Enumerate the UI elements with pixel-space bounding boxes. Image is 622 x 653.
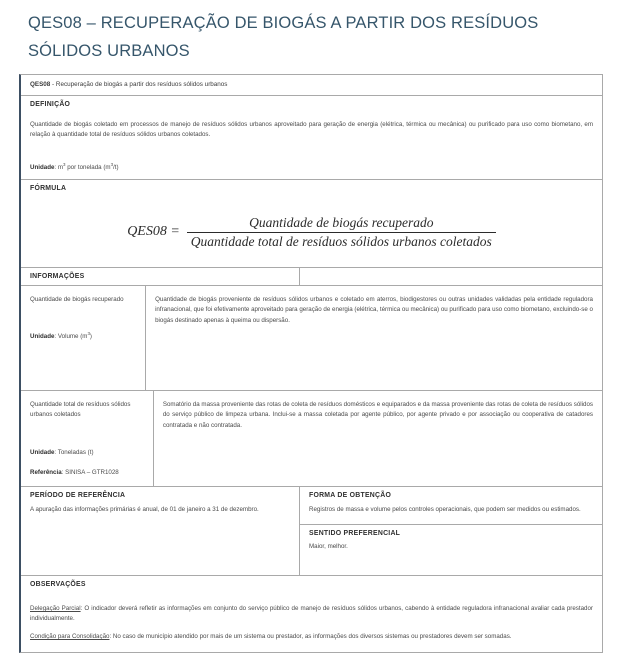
formula-numerator: Quantidade de biogás recuperado (249, 214, 434, 230)
informacoes-variable-name: Quantidade de biogás recuperado (30, 296, 124, 304)
breadcrumb-code: QES08 (30, 81, 51, 88)
informacoes-header-left (21, 268, 300, 286)
page-title: QES08 – RECUPERAÇÃO DE BIOGÁS A PARTIR DOS RESÍDUOS SÓLIDOS URBANOS (28, 14, 539, 61)
definicao-body (21, 120, 602, 172)
informacoes-row-cols (21, 286, 602, 390)
sentido-preferencial-section (300, 525, 602, 562)
formula-denominator: Quantidade total de resíduos sólidos urbanos coletados (190, 233, 492, 249)
informacoes-variable-block (21, 286, 145, 384)
informacoes-variable-unit (30, 448, 144, 457)
observacao-term: Condição para Consolidação (30, 633, 110, 641)
definicao-unit (30, 163, 593, 172)
informacoes-variable-reference-label: Referência (30, 468, 62, 476)
forma-obtencao-section (300, 487, 602, 525)
informacoes-header-right (300, 268, 602, 286)
periodo-referencia-section (21, 487, 300, 575)
sentido-preferencial-text: Maior, melhor. (309, 543, 348, 551)
informacoes-variable-unit-value: : Volume $(m^3)$ (54, 331, 92, 341)
forma-obtencao-text: Registros de massa e volume pelos controles operacionais, que podem ser medidos ou estimados. (309, 505, 581, 513)
observacao-term: Delegação Parcial (30, 605, 81, 613)
informacoes-header-row (21, 268, 602, 287)
informacoes-variable-unit-value: : Toneladas (t) (54, 448, 94, 456)
sentido-preferencial-heading: SENTIDO PREFERENCIAL (309, 529, 401, 537)
indicator-table (19, 74, 603, 653)
informacoes-row-right (154, 391, 602, 486)
informacoes-variable-name: Quantidade total de resíduos sólidos urbanos coletados (30, 401, 131, 419)
definicao-section (21, 96, 602, 180)
observacao-text: : No caso de município atendido por mais de um sistema ou prestador, as informações dos diversos sistemas ou prestadores devem ser somadas. (109, 633, 512, 641)
periodo-referencia-heading: PERÍODO DE REFERÊNCIA (30, 492, 126, 500)
informacoes-variable-block (21, 391, 153, 486)
breadcrumb-name: Recuperação de biogás a partir dos resíduos sólidos urbanos (55, 81, 228, 88)
formula-lhs: QES08 = (127, 224, 180, 240)
definicao-unit-value: : $m^3$ por tonelada $(m^3/t)$ (54, 161, 119, 171)
informacoes-header-right-blank (300, 268, 602, 286)
definicao-text: Quantidade de biogás coletado em processos de manejo de resíduos sólidos urbanos aproveitado para geração de energia (elétrica, térmica ou mecânica) ou purificado para uso como biometano, em relação à quantidade total de resíduos sólidos urbanos coletados. (30, 120, 593, 138)
observacoes-section (21, 576, 602, 652)
formula-expression (127, 215, 496, 250)
definicao-unit-label: Unidade (30, 163, 55, 171)
observacoes-body (21, 593, 602, 651)
informacoes-variable-reference-value: : SINISA – GTR1028 (61, 468, 119, 476)
breadcrumb (21, 75, 602, 95)
definicao-heading: DEFINIÇÃO (30, 101, 71, 109)
sentido-preferencial-body (300, 542, 602, 561)
formula-section (21, 180, 602, 268)
informacoes-variable-description: Quantidade de biogás proveniente de resíduos sólidos urbanos e coletado em aterros, biodigestores ou outras unidades validadas pela entidade reguladora infranacional, que foi efetivamente aproveitado para geração de energia (elétrica, térmica ou mecânica) ou purificado para uso como biometano, excluindo-se o biogás destinado apenas à queima ou dispersão. (155, 296, 593, 324)
informacoes-description-block (146, 286, 602, 334)
informacoes-variable-unit (30, 332, 136, 341)
informacoes-variable-reference (30, 468, 144, 477)
informacoes-description-block (154, 391, 602, 439)
forma-obtencao-body (300, 505, 602, 524)
informacoes-row-right (146, 286, 602, 390)
breadcrumb-separator: - (50, 81, 56, 88)
informacoes-variable-unit-label: Unidade (30, 333, 55, 341)
informacoes-row-cols (21, 391, 602, 486)
observacao-text: : O indicador deverá refletir as informações em conjunto do serviço público de manejo de resíduos sólidos urbanos, cabendo à entidade reguladora infranacional avaliar cada prestador individualmente. (30, 605, 593, 623)
formula-fraction (187, 215, 496, 250)
informacoes-row (21, 286, 602, 391)
periodo-forma-row (21, 487, 602, 576)
informacoes-variable-description: Somatório da massa proveniente das rotas de coleta de resíduos domésticos e equiparados e da massa proveniente das rotas de coleta de resíduos sólidos do serviço público de limpeza urbana. Inclui-se a massa coletada por agente público, por agente privado e por associação ou cooperativa de catadores contratada e não contratada. (162, 401, 593, 429)
informacoes-variable-unit-label: Unidade (30, 448, 55, 456)
informacoes-row-left (21, 391, 154, 486)
formula-body (21, 198, 602, 267)
observacoes-heading: OBSERVAÇÕES (30, 580, 86, 588)
breadcrumb-row (21, 75, 602, 96)
periodo-referencia-body (21, 505, 299, 575)
forma-obtencao-heading: FORMA DE OBTENÇÃO (309, 492, 392, 500)
informacoes-row (21, 391, 602, 487)
periodo-forma-right-stack (300, 487, 602, 575)
informacoes-heading: INFORMAÇÕES (30, 272, 85, 280)
formula-heading: FÓRMULA (30, 185, 67, 193)
informacoes-row-left (21, 286, 146, 390)
observacao-item (30, 632, 593, 642)
periodo-referencia-text: A apuração das informações primárias é anual, de 01 de janeiro a 31 de dezembro. (30, 505, 259, 513)
observacao-item (30, 604, 593, 624)
periodo-forma-cols (21, 487, 602, 575)
informacoes-header-cols (21, 268, 602, 286)
